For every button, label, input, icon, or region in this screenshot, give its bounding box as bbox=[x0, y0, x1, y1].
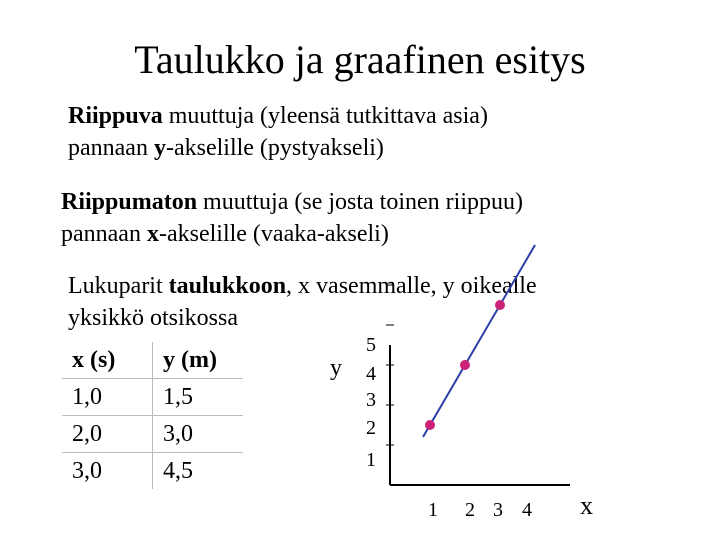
table-cell: 1,5 bbox=[153, 379, 244, 416]
y-tick-label: 1 bbox=[366, 449, 376, 471]
dependent-text-1: muuttuja (yleensä tutkittava asia) bbox=[162, 103, 488, 129]
table-cell: 4,5 bbox=[163, 457, 193, 484]
table-cell: 3,0 bbox=[62, 453, 153, 490]
y-axis-label: y bbox=[330, 355, 342, 381]
fit-line bbox=[423, 245, 535, 437]
instruction-text-1: Lukuparit bbox=[68, 273, 169, 299]
table-cell: 1,0 bbox=[62, 379, 153, 416]
dependent-text-2: pannaan bbox=[68, 135, 154, 161]
dependent-term: Riippuva bbox=[68, 103, 163, 129]
y-tick-label: 3 bbox=[366, 389, 376, 411]
instruction-text-2: , x vasemmalle, y oikealle bbox=[286, 273, 537, 299]
y-tick-label: 5 bbox=[366, 334, 376, 356]
independent-term: Riippumaton bbox=[61, 189, 198, 215]
instruction-text-3: yksikkö otsikossa bbox=[68, 305, 239, 331]
y-tick-label: 2 bbox=[366, 417, 376, 439]
y-tick-label: 4 bbox=[366, 363, 376, 385]
x-axis-label: x bbox=[580, 491, 593, 520]
table-header-x: x (s) bbox=[62, 342, 153, 379]
table-header-y: y (m) bbox=[153, 342, 244, 379]
independent-text-1: muuttuja (se josta toinen riippuu) bbox=[197, 189, 523, 215]
x-tick-label: 2 bbox=[465, 499, 475, 521]
table-term: taulukkoon bbox=[168, 273, 287, 299]
dependent-text-3: -akselille (pystyakseli) bbox=[165, 135, 384, 161]
table-cell: 2,0 bbox=[62, 416, 153, 453]
independent-text-3: -akselille (vaaka-akseli) bbox=[158, 221, 389, 247]
data-point bbox=[425, 420, 435, 430]
table-cell: 3,0 bbox=[153, 416, 244, 453]
y-term: y bbox=[153, 135, 166, 161]
slide-title: Taulukko ja graafinen esitys bbox=[134, 37, 586, 82]
independent-text-2: pannaan bbox=[61, 221, 147, 247]
x-tick-label: 3 bbox=[493, 499, 503, 521]
x-tick-label: 1 bbox=[428, 499, 438, 521]
data-point bbox=[460, 360, 470, 370]
data-point bbox=[495, 300, 505, 310]
x-tick-label: 4 bbox=[522, 499, 532, 521]
x-term: x bbox=[146, 221, 159, 247]
